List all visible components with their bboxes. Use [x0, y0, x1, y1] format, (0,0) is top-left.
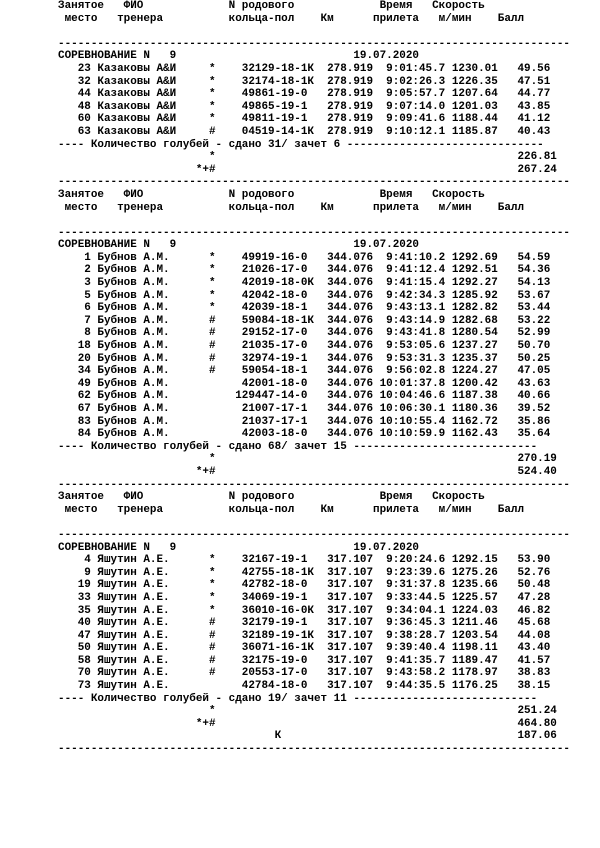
- report-line: ------------------------------------------------------------------------------: [58, 37, 570, 50]
- report-line: [58, 25, 598, 38]
- report-line: [58, 516, 598, 529]
- competition-results-report: [58, 0, 598, 756]
- report-line: место тренера кольца-пол Км прилета м/мин Балл: [58, 503, 525, 516]
- report-line: 33 Яшутин А.Е. * 34069-19-1 317.107 9:33:44.5 1225.57 47.28: [58, 591, 551, 604]
- report-line: * 251.24: [58, 705, 557, 718]
- report-line: ------------------------------------------------------------------------------: [58, 528, 570, 541]
- report-line: СОРЕВНОВАНИЕ N 9 19.07.2020: [58, 239, 419, 252]
- report-line: ------------------------------------------------------------------------------: [58, 226, 570, 239]
- report-line: 34 Бубнов А.М. # 59054-18-1 344.076 9:56:02.8 1224.27 47.05: [58, 365, 551, 378]
- report-line: ---- Количество голубей - сдано 19/ зачет 11 ----------------------------: [58, 692, 538, 705]
- report-line: 18 Бубнов А.М. # 21035-17-0 344.076 9:53:05.6 1237.27 50.70: [58, 340, 551, 353]
- report-line: ------------------------------------------------------------------------------: [58, 176, 570, 189]
- report-line: 62 Бубнов А.М. 129447-14-0 344.076 10:04:46.6 1187.38 40.66: [58, 390, 551, 403]
- report-line: 5 Бубнов А.М. * 42042-18-0 344.076 9:42:34.3 1285.92 53.67: [58, 289, 551, 302]
- report-line: 44 Казаковы А&И * 49861-19-0 278.919 9:05:57.7 1207.64 44.77: [58, 88, 551, 101]
- report-line: ---- Количество голубей - сдано 31/ зачет 6 ------------------------------: [58, 138, 544, 151]
- report-line: 60 Казаковы А&И * 49811-19-1 278.919 9:09:41.6 1188.44 41.12: [58, 113, 551, 126]
- report-line: 20 Бубнов А.М. # 32974-19-1 344.076 9:53:31.3 1235.37 50.25: [58, 352, 551, 365]
- report-line: 8 Бубнов А.М. # 29152-17-0 344.076 9:43:41.8 1280.54 52.99: [58, 327, 551, 340]
- report-line: 2 Бубнов А.М. * 21026-17-0 344.076 9:41:12.4 1292.51 54.36: [58, 264, 551, 277]
- report-line: ---- Количество голубей - сдано 68/ зачет 15 ----------------------------: [58, 440, 538, 453]
- report-line: 9 Яшутин А.Е. * 42755-18-1К 317.107 9:23:39.6 1275.26 52.76: [58, 566, 551, 579]
- report-line: *+# 267.24: [58, 163, 557, 176]
- report-line: место тренера кольца-пол Км прилета м/мин Балл: [58, 12, 525, 25]
- report-line: 49 Бубнов А.М. 42001-18-0 344.076 10:01:37.8 1200.42 43.63: [58, 377, 551, 390]
- report-line: 7 Бубнов А.М. # 59084-18-1К 344.076 9:43:14.9 1282.68 53.22: [58, 314, 551, 327]
- report-line: 63 Казаковы А&И # 04519-14-1К 278.919 9:10:12.1 1185.87 40.43: [58, 125, 551, 138]
- report-line: 58 Яшутин А.Е. # 32175-19-0 317.107 9:41:35.7 1189.47 41.57: [58, 654, 551, 667]
- report-line: [58, 214, 598, 227]
- report-line: * 226.81: [58, 151, 557, 164]
- report-line: 6 Бубнов А.М. * 42039-18-1 344.076 9:43:13.1 1282.82 53.44: [58, 302, 551, 315]
- report-line: ------------------------------------------------------------------------------: [58, 478, 570, 491]
- report-line: СОРЕВНОВАНИЕ N 9 19.07.2020: [58, 50, 419, 63]
- report-line: Занятое ФИО N родового Время Скорость: [58, 0, 485, 12]
- report-line: 4 Яшутин А.Е. * 32167-19-1 317.107 9:20:24.6 1292.15 53.90: [58, 554, 551, 567]
- report-line: 23 Казаковы А&И * 32129-18-1К 278.919 9:01:45.7 1230.01 49.56: [58, 62, 551, 75]
- report-line: СОРЕВНОВАНИЕ N 9 19.07.2020: [58, 541, 419, 554]
- report-line: * 270.19: [58, 453, 557, 466]
- report-line: ------------------------------------------------------------------------------: [58, 743, 570, 756]
- report-line: *+# 524.40: [58, 465, 557, 478]
- report-line: К 187.06: [58, 730, 557, 743]
- report-line: *+# 464.80: [58, 717, 557, 730]
- report-line: 73 Яшутин А.Е. 42784-18-0 317.107 9:44:35.5 1176.25 38.15: [58, 680, 551, 693]
- report-line: 19 Яшутин А.Е. * 42782-18-0 317.107 9:31:37.8 1235.66 50.48: [58, 579, 551, 592]
- report-line: 35 Яшутин А.Е. * 36010-16-0К 317.107 9:34:04.1 1224.03 46.82: [58, 604, 551, 617]
- report-line: 47 Яшутин А.Е. # 32189-19-1К 317.107 9:38:28.7 1203.54 44.08: [58, 629, 551, 642]
- report-line: 70 Яшутин А.Е. # 20553-17-0 317.107 9:43:58.2 1178.97 38.83: [58, 667, 551, 680]
- report-line: 1 Бубнов А.М. * 49919-16-0 344.076 9:41:10.2 1292.69 54.59: [58, 251, 551, 264]
- report-line: 84 Бубнов А.М. 42003-18-0 344.076 10:10:59.9 1162.43 35.64: [58, 428, 551, 441]
- report-line: 48 Казаковы А&И * 49865-19-1 278.919 9:07:14.0 1201.03 43.85: [58, 100, 551, 113]
- report-line: 83 Бубнов А.М. 21037-17-1 344.076 10:10:55.4 1162.72 35.86: [58, 415, 551, 428]
- report-line: 32 Казаковы А&И * 32174-18-1К 278.919 9:02:26.3 1226.35 47.51: [58, 75, 551, 88]
- report-line: 3 Бубнов А.М. * 42019-18-0К 344.076 9:41:15.4 1292.27 54.13: [58, 277, 551, 290]
- report-line: Занятое ФИО N родового Время Скорость: [58, 491, 485, 504]
- report-line: 67 Бубнов А.М. 21007-17-1 344.076 10:06:30.1 1180.36 39.52: [58, 403, 551, 415]
- report-line: 40 Яшутин А.Е. # 32179-19-1 317.107 9:36:45.3 1211.46 45.68: [58, 617, 551, 630]
- report-line: Занятое ФИО N родового Время Скорость: [58, 188, 485, 201]
- report-line: место тренера кольца-пол Км прилета м/мин Балл: [58, 201, 525, 214]
- report-line: 50 Яшутин А.Е. # 36071-16-1К 317.107 9:39:40.4 1198.11 43.40: [58, 642, 551, 655]
